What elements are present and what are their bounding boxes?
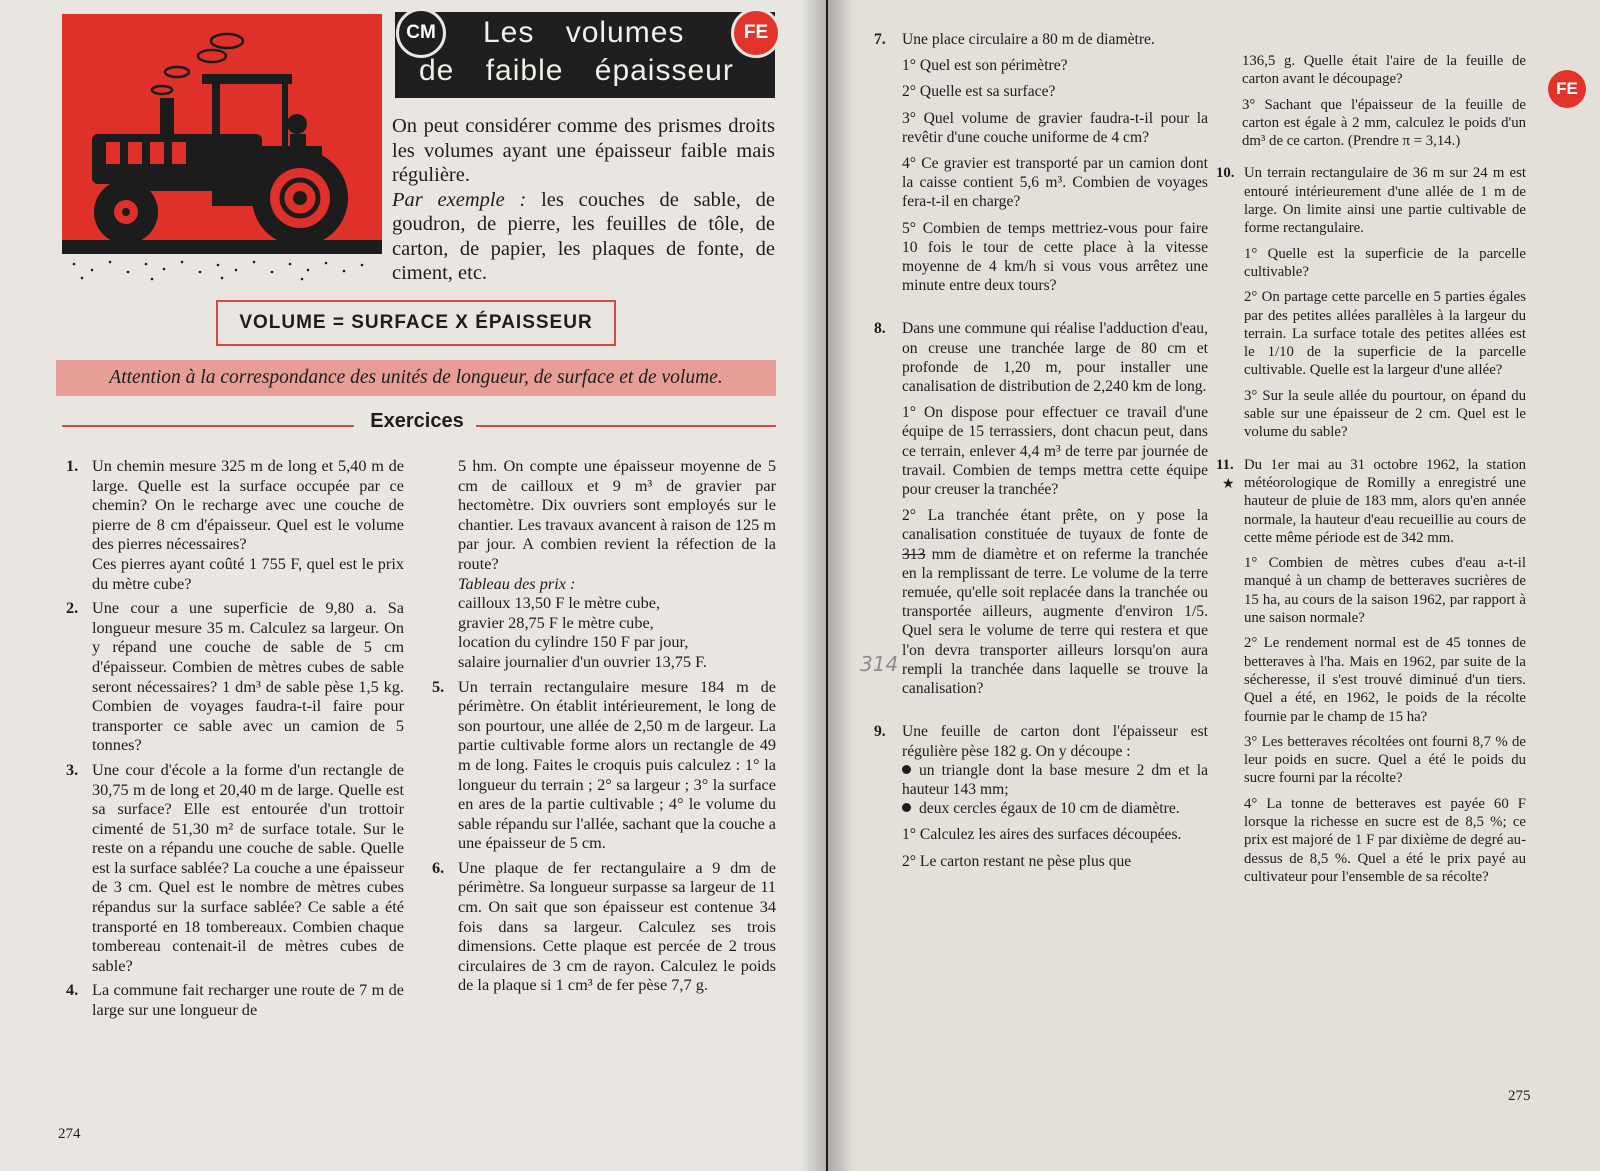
exercise-11 — [1216, 456, 1526, 887]
struck-value: 313 — [902, 545, 926, 563]
price-item: location du cylindre 150 F par jour, — [458, 632, 689, 652]
steamroller-illustration — [62, 14, 382, 284]
cm-badge: CM — [396, 8, 446, 58]
price-item: cailloux 13,50 F le mètre cube, — [458, 593, 661, 613]
star-icon: ★ — [1222, 476, 1235, 492]
exercises-heading — [62, 410, 776, 440]
exercise-number: 3. — [66, 759, 79, 779]
exercise-text: Une feuille de carton dont l'épaisseur est régulière pèse 182 g. On y découpe : — [902, 723, 1208, 760]
handwritten-margin-note: 314 — [860, 652, 899, 676]
exercise-part: 3° Quel volume de gravier faudra-t-il pour la revêtir d'une couche uniforme de 4 cm? — [902, 109, 1208, 146]
exercise-text: Une place circulaire a 80 m de diamètre. — [902, 31, 1155, 48]
exercise-number: 6. — [432, 857, 445, 877]
exercise-text: Une plaque de fer rectangulaire a 9 dm de périmètre. Sa longueur surpasse sa largeur de 11 cm. On sait que son épaisseur est contenue 34 fois dans sa largeur. Calculez ses trois dimensions. Cette plaque est percée de 2 trous circulaires de 3 cm de rayon. Calculez le poids de la plaque si 1 cm³ de fer pèse 7,7 g. — [458, 857, 776, 995]
formula-box: VOLUME = SURFACE X ÉPAISSEUR — [216, 300, 616, 346]
exercise-4-continued — [432, 456, 776, 672]
exercise-number: 9. — [874, 723, 886, 741]
exercise-9-continued — [1216, 52, 1526, 150]
left-column-1 — [66, 456, 404, 1025]
title-line-1: Les volumes — [483, 16, 685, 49]
exercise-10 — [1216, 164, 1526, 441]
exercise-number: 10. — [1216, 165, 1235, 182]
exercise-part: 4° La tonne de betteraves est payée 60 F lorsque la richesse en sucre est de 8,5 %; ce prix est majoré de 1 F par dixième de degré au-dessus de 8,5 %. Quel a été le prix payé au cultivateur pour l'ensemble de sa récolte? — [1244, 795, 1526, 885]
exercise-part: 5° Combien de temps mettriez-vous pour faire 10 fois le tour de cette place à la vitesse moyenne de 4 km/h si vous vous arrêtez une minute entre deux tours? — [902, 219, 1208, 295]
exercise-8 — [874, 319, 1208, 698]
exercise-part: 3° Sachant que l'épaisseur de la feuille de carton est égale à 2 mm, calculez le poids d'un dm³ de ce carton. (Prendre π = 3,14.) — [1242, 96, 1526, 150]
exercise-number: 5. — [432, 676, 445, 696]
example-paragraph — [392, 188, 775, 286]
price-table-label: Tableau des prix : — [458, 573, 576, 593]
bullet-icon — [902, 765, 911, 774]
exercise-number: 2. — [66, 598, 79, 618]
exercise-part: 1° Quel est son périmètre? — [902, 57, 1068, 75]
exercise-6 — [432, 858, 776, 995]
title-banner — [395, 12, 775, 98]
bullet-item — [902, 761, 1208, 799]
exercise-number: 7. — [874, 31, 886, 48]
exercise-part: 2° On partage cette parcelle en 5 parties égales par des petites allées parallèles à la largeur du terrain. La surface totale des petites allées est le 1/10 de la superficie de la parcelle cultivable. Quelle est la largeur d'une allée? — [1244, 289, 1526, 379]
heading-rule-right — [476, 425, 776, 427]
attention-band: Attention à la correspondance des unités de longueur, de surface et de volume. — [56, 360, 776, 396]
exercise-1 — [66, 456, 404, 593]
exercise-text: Une cour d'école a la forme d'un rectangle de 30,75 m de long et 20,40 m de large. Quelle est sa surface? Elle est entourée d'un trottoir cimenté de 51,30 m² de surface totale. Sur le reste on a répandu une couche de sable. Quelle est la surface sablée? La couche a une épaisseur de 3 cm. Quel est le nombre de mètres cubes répandus sur la surface sablée? Ce sable a été transporté en 18 tombereaux. Combien chaque tombereau contenait-il de mètres cubes de sable? — [92, 759, 404, 975]
page-number: 274 — [58, 1126, 81, 1142]
exercise-text: Une cour a une superficie de 9,80 a. Sa longueur mesure 35 m. Calculez sa largeur. On y répand une couche de sable de 5 cm d'épaisseur. Combien de mètres cubes de sable seront nécessaires? 1 dm³ de sable pèse 1,5 kg. Combien de voyages faudra-t-il faire pour transporter ce sable avec un camion de 5 tonnes? — [92, 598, 404, 755]
exercise-part: 1° On dispose pour effectuer ce travail d'une équipe de 15 terrassiers, dont chacun peut, dans ce terrain, enlever 4,4 m³ de terre par journée de travail. Combien de temps mettra cette équipe pour creuser la tranchée? — [902, 404, 1208, 499]
example-text: les couches de sable, de goudron, de pierre, les feuilles de tôle, de carton, de papier, les plaques de fonte, de ciment, etc. — [392, 188, 775, 284]
intro-text — [392, 114, 775, 286]
exercise-text: 5 hm. On compte une épaisseur moyenne de 5 cm de cailloux et 9 m³ de gravier par hectomètre. Dix ouvriers sont employés sur le chantier. Les travaux avancent à raison de 125 m par jour. A combien revient la réfection de la route? — [458, 456, 776, 573]
exercise-3 — [66, 760, 404, 976]
intro-paragraph: On peut considérer comme des prismes droits les volumes ayant une épaisseur faible mais régulière. — [392, 115, 775, 186]
part-text: 2° La tranchée étant prête, on y pose la canalisation constituée de tuyaux de fonte de — [902, 507, 1208, 544]
right-column-2 — [1216, 52, 1526, 891]
fe-badge: FE — [1548, 70, 1586, 108]
left-column-2 — [432, 456, 776, 1000]
exercise-5 — [432, 677, 776, 853]
exercise-part — [902, 506, 1208, 698]
page-number: 275 — [1508, 1088, 1531, 1104]
exercise-text: Un terrain rectangulaire mesure 184 m de périmètre. On établit intérieurement, le long de son pourtour, une allée de 2,50 m de largeur. La partie cultivable forme alors un rectangle de 49 m de long. Faites le croquis puis calculez : 1° la longueur du terrain ; 2° sa largeur ; 3° la surface en ares de la partie cultivable ; 4° le volume du sable répandu sur l'allée, sachant que la couche a une épaisseur de 5 cm. — [458, 676, 777, 853]
exercises-heading-label: Exercices — [370, 410, 464, 432]
bullet-item — [902, 799, 1208, 818]
exercise-9 — [874, 722, 1208, 870]
exercise-part: 4° Ce gravier est transporté par un camion dont la caisse contient 5,6 m³. Combien de voyages fera-t-il en charge? — [902, 155, 1208, 211]
price-item: salaire journalier d'un ouvrier 13,75 F. — [458, 651, 707, 671]
exercise-text: 136,5 g. Quelle était l'aire de la feuille de carton avant le découpage? — [1242, 53, 1526, 88]
exercise-2 — [66, 598, 404, 755]
example-label: Par exemple : — [392, 188, 527, 211]
exercise-text-2: Ces pierres ayant coûté 1 755 F, quel est le prix du mètre cube? — [92, 553, 404, 593]
gutter-shadow — [800, 0, 826, 1171]
exercise-text: La commune fait recharger une route de 7 m de large sur une longueur de — [92, 980, 404, 1020]
exercise-7 — [874, 30, 1208, 295]
price-item: gravier 28,75 F le mètre cube, — [458, 612, 654, 632]
exercise-number: 11. — [1216, 456, 1234, 473]
exercise-4 — [66, 980, 404, 1019]
exercise-part: 1° Quelle est la superficie de la parcelle cultivable? — [1244, 245, 1526, 280]
exercise-part: 1° Combien de mètres cubes d'eau a-t-il manqué à un champ de betteraves sucrières de 15 ha, au cours de la saison 1962, par rapport à une saison normale? — [1244, 555, 1526, 627]
exercise-text: Un terrain rectangulaire de 36 m sur 24 m est entouré intérieurement d'une allée de 1 m de large. On limite ainsi une partie cultivable de forme rectangulaire. — [1244, 165, 1526, 237]
exercise-part: 3° Les betteraves récoltées ont fourni 8,7 % de leur poids en sucre. Quel a été le poids du sucre fourni par la récolte? — [1244, 733, 1526, 787]
exercise-part: 2° Quelle est sa surface? — [902, 83, 1056, 101]
title-line-2: de faible épaisseur — [419, 54, 734, 87]
gutter-shadow — [828, 0, 854, 1171]
right-page — [828, 0, 1600, 1171]
right-column-1 — [874, 30, 1208, 876]
part-text: mm de diamètre et on referme la tranchée en la remplissant de terre. Le volume de la terre remuée, qu'elle soit replacée dans la tranchée ou transportée ailleurs, augmente d'environ 1/5. Quel sera le volume de terre qui restera et que l'on devra transporter ailleurs lorsqu'on aura rempli la tranchée dans laquelle se trouve la canalisation? — [902, 545, 1208, 698]
bullet-text: deux cercles égaux de 10 cm de diamètre. — [919, 800, 1180, 818]
bullet-icon — [902, 803, 911, 812]
exercise-number: 8. — [874, 320, 886, 338]
fe-badge: FE — [731, 8, 781, 58]
exercise-part: 2° Le rendement normal est de 45 tonnes de betteraves à l'ha. Mais en 1962, par suite de la sécheresse, il s'est trouvé diminué d'un tiers. Quel a été, en 1962, le poids de la récolte fournie par le champ de 15 ha? — [1244, 635, 1526, 725]
exercise-text: Dans une commune qui réalise l'adduction d'eau, on creuse une tranchée large de 80 cm et profonde de 1,20 m, pour installer une canalisation de distribution de 2,240 km de long. — [902, 320, 1208, 396]
exercise-part: 2° Le carton restant ne pèse plus que — [902, 852, 1132, 870]
exercise-number: 4. — [66, 980, 79, 1000]
bullet-text: un triangle dont la base mesure 2 dm et la hauteur 143 mm; — [902, 761, 1208, 798]
exercise-text: Du 1er mai au 31 octobre 1962, la station météorologique de Romilly a enregistré une hauteur de pluie de 183 mm, alors qu'en année normale, la hauteur d'eau recueillie au cours de cette même période est de 342 mm. — [1244, 456, 1526, 546]
heading-rule-left — [62, 425, 354, 427]
exercise-part: 1° Calculez les aires des surfaces découpées. — [902, 826, 1182, 844]
exercise-part: 3° Sur la seule allée du pourtour, on épand du sable sur une épaisseur de 2 cm. Quel est le volume du sable? — [1244, 387, 1526, 441]
exercise-number: 1. — [66, 456, 79, 475]
exercise-text: Un chemin mesure 325 m de long et 5,40 m de large. Quelle est la surface occupée par ce chemin? On le recharge avec une couche de pierre de 8 cm d'épaisseur. Quel est le volume des pierres nécessaires? — [92, 456, 404, 554]
